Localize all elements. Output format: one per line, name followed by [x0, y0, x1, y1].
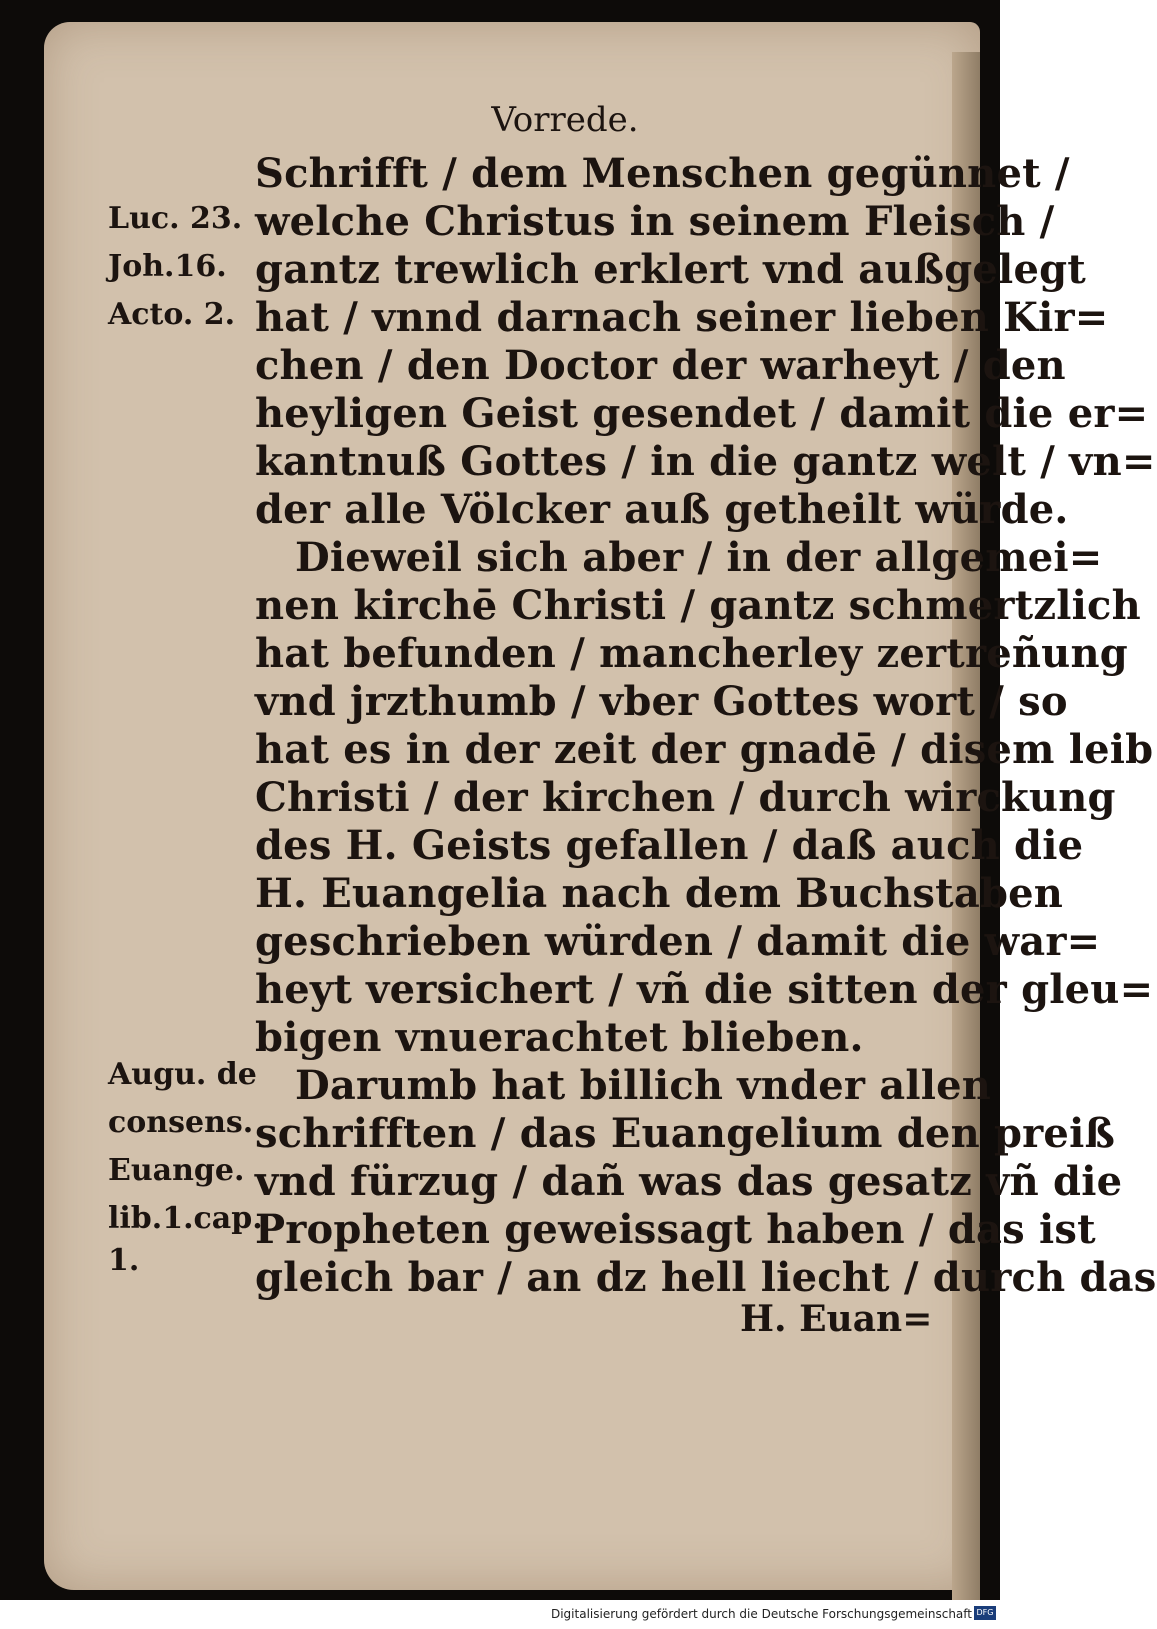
margin-note: consens.	[108, 1105, 254, 1140]
margin-note: Acto. 2.	[108, 297, 236, 332]
text-line: vnd jrzthumb / vber Gottes wort / so	[255, 678, 1068, 725]
text-line: nen kirchē Christi / gantz schmertzlich	[255, 582, 1141, 629]
footer	[0, 1600, 1000, 1629]
text-line: schrifften / das Euangelium den preiß	[255, 1110, 1116, 1157]
text-line: welche Christus in seinem Fleisch /	[255, 198, 1055, 245]
text-line: Schrifft / dem Menschen gegünnet /	[255, 150, 1070, 197]
text-line: der alle Völcker auß getheilt würde.	[255, 486, 1069, 533]
margin-note: Joh.16.	[108, 249, 227, 284]
text-line: heyligen Geist gesendet / damit die er=	[255, 390, 1149, 437]
text-line: vnd fürzug / dañ was das gesatz vñ die	[255, 1158, 1123, 1205]
text-line: gantz trewlich erklert vnd außgelegt	[255, 246, 1086, 293]
text-line: des H. Geists gefallen / daß auch die	[255, 822, 1084, 869]
text-line: hat befunden / mancherley zertreñung	[255, 630, 1128, 677]
text-line: hat es in der zeit der gnadē / disem leib	[255, 726, 1154, 773]
margin-note: Euange.	[108, 1153, 245, 1188]
text-line: heyt versichert / vñ die sitten der gleu=	[255, 966, 1154, 1013]
text-line: H. Euangelia nach dem Buchstaben	[255, 870, 1064, 917]
text-line: Propheten geweissagt haben / das ist	[255, 1206, 1096, 1253]
margin-note: Luc. 23.	[108, 201, 243, 236]
page-header: Vorrede.	[491, 100, 639, 140]
margin-note: 1.	[108, 1243, 140, 1278]
catchword: H. Euan=	[740, 1298, 933, 1340]
dfg-logo: DFG	[974, 1606, 996, 1620]
text-line: hat / vnnd darnach seiner lieben Kir=	[255, 294, 1109, 341]
text-line: gleich bar / an dz hell liecht / durch das	[255, 1254, 1157, 1301]
footer-credit: Digitalisierung gefördert durch die Deutsche Forschungsgemeinschaft	[550, 1607, 972, 1621]
text-line: geschrieben würden / damit die war=	[255, 918, 1101, 965]
text-line: Dieweil sich aber / in der allgemei=	[295, 534, 1103, 581]
text-line: kantnuß Gottes / in die gantz welt / vn=	[255, 438, 1156, 485]
margin-note: Augu. de	[108, 1057, 257, 1092]
text-line: Christi / der kirchen / durch wirckung	[255, 774, 1116, 821]
text-line: bigen vnuerachtet blieben.	[255, 1014, 864, 1061]
text-line: chen / den Doctor der warheyt / den	[255, 342, 1066, 389]
text-line: Darumb hat billich vnder allen	[295, 1062, 992, 1109]
margin-note: lib.1.cap.	[108, 1201, 263, 1236]
